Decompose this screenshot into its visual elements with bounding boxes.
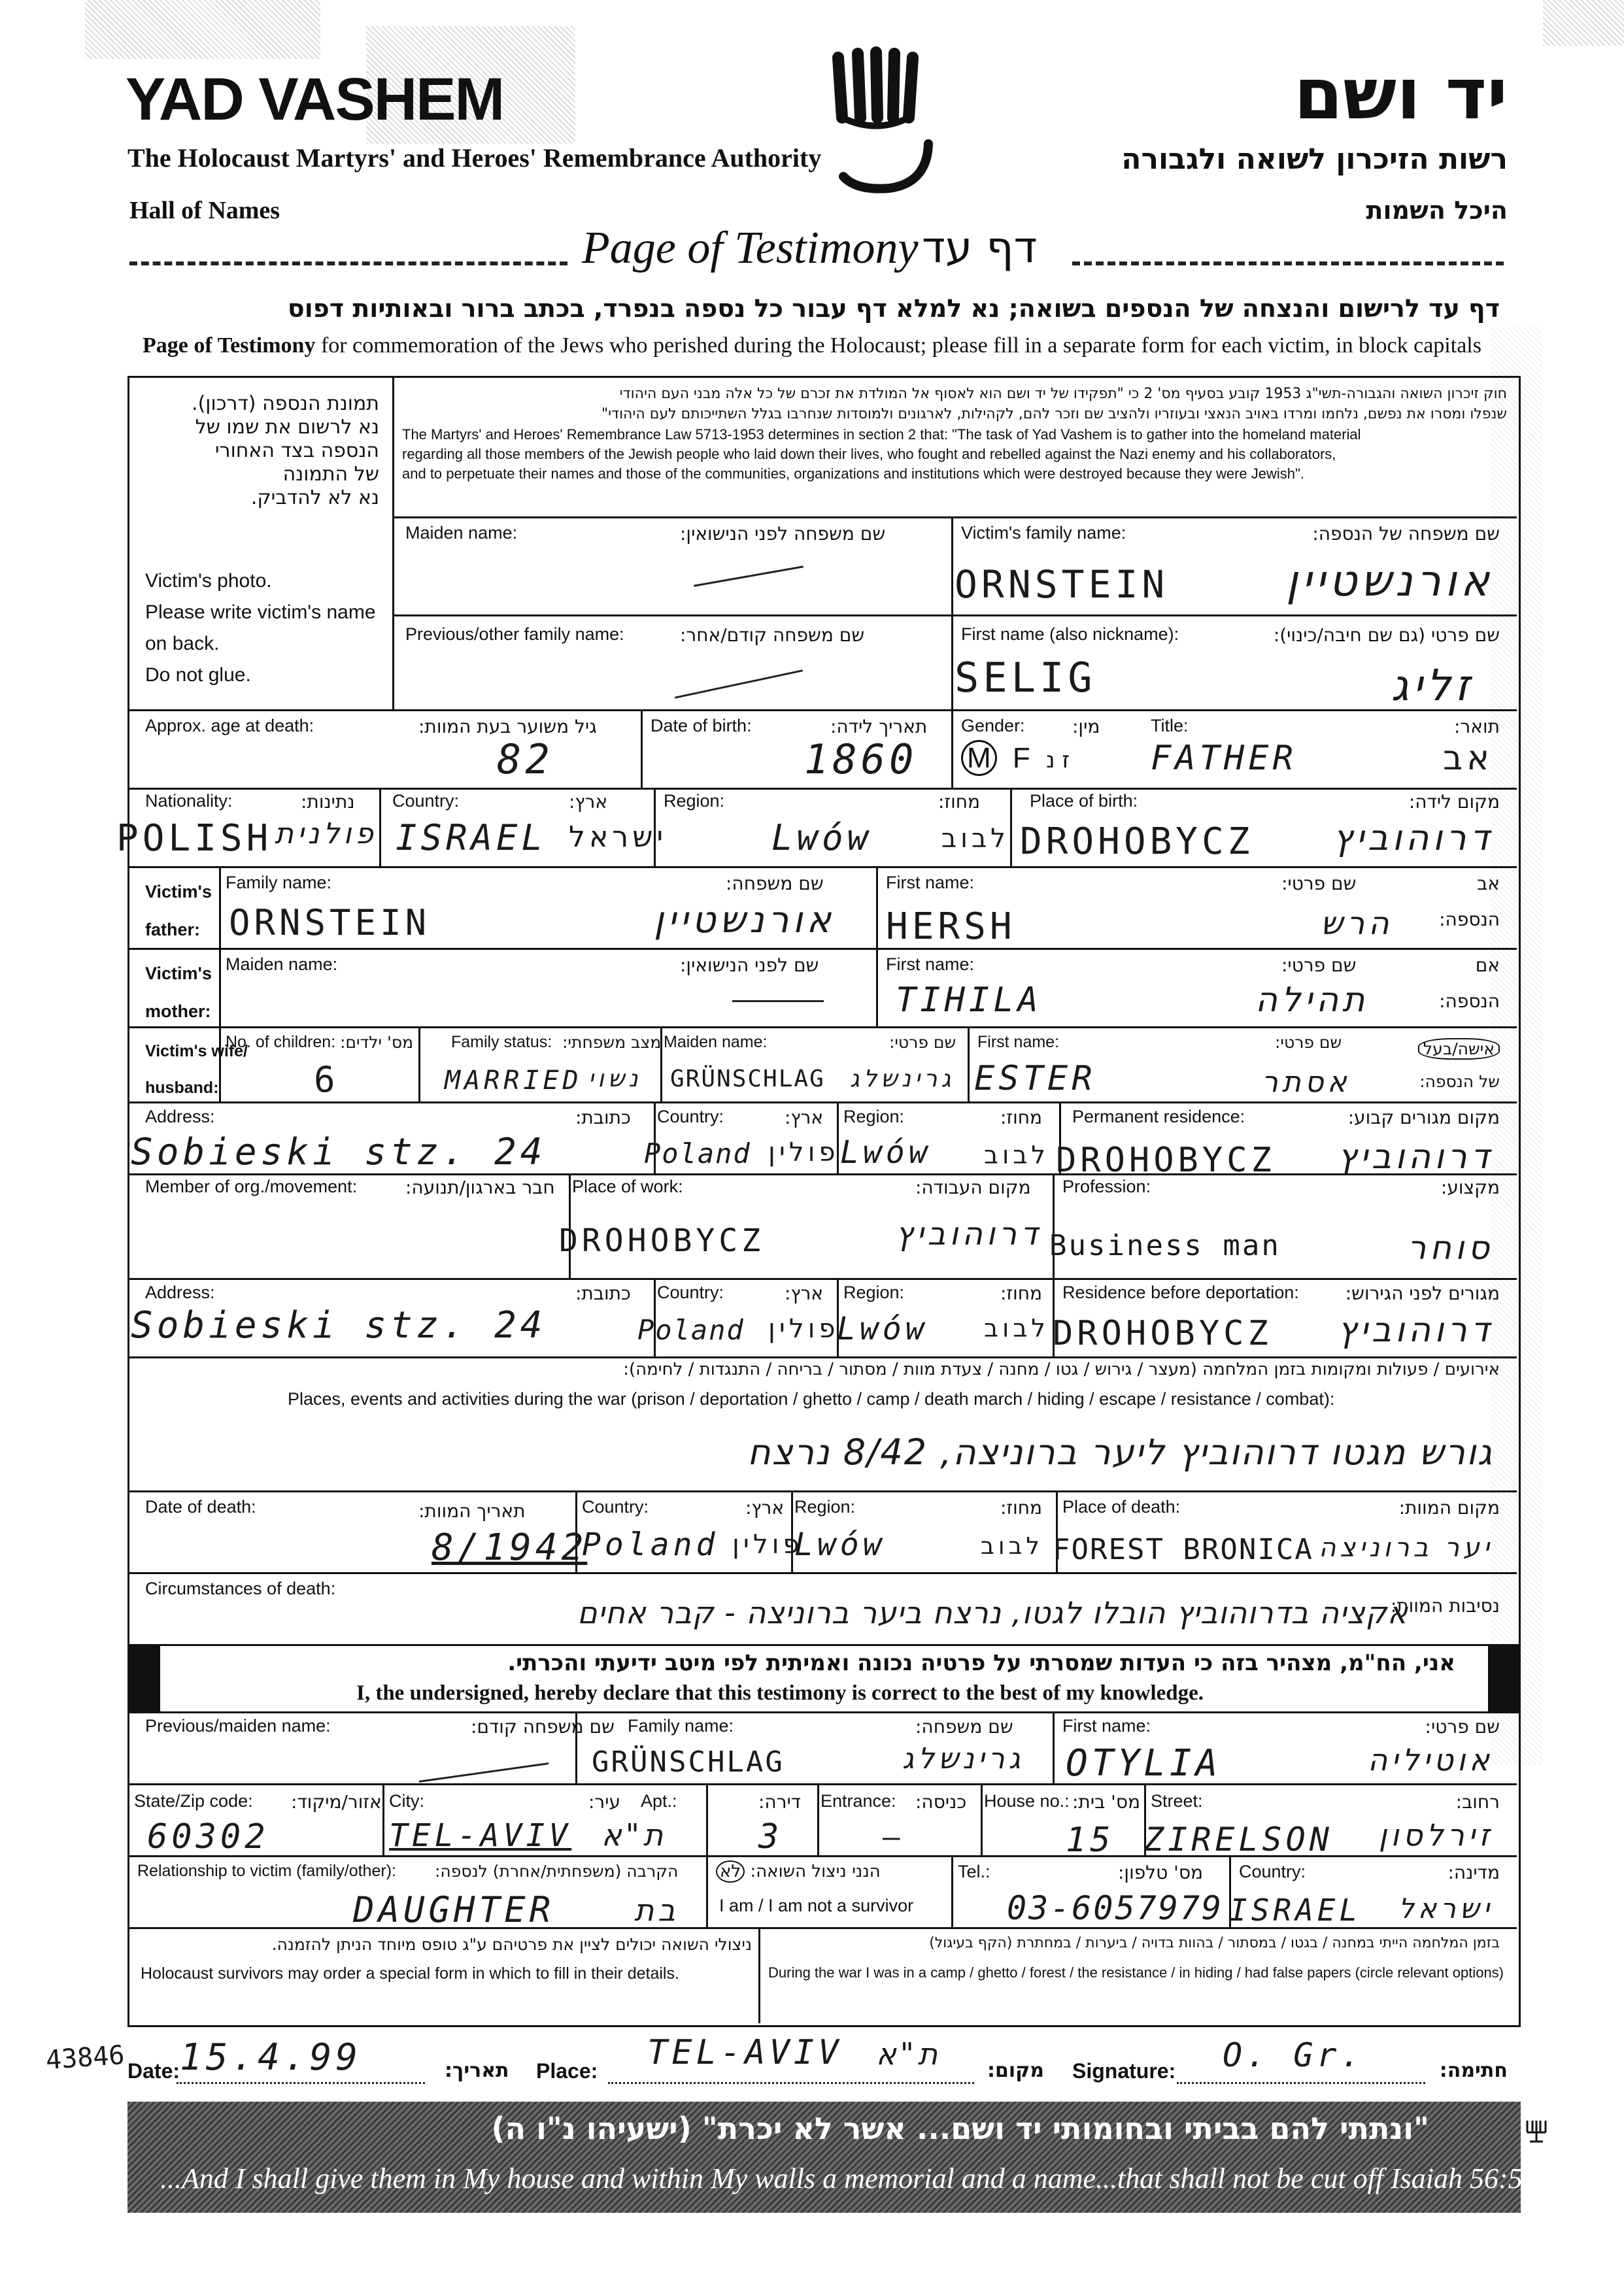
authority-he: רשות הזיכרון לשואה ולגבורה [1121, 143, 1508, 176]
relationship-label-he: הקרבה (משפחתית/אחרת) לנספה: [435, 1862, 679, 1881]
age-label: Approx. age at death: [145, 716, 314, 735]
profession-value[interactable]: Business man [1049, 1229, 1281, 1262]
first-name-nick-label-he: שם פרטי (גם שם חיבה/כינוי): [1273, 624, 1500, 646]
dod-region-label: Region: [794, 1497, 856, 1517]
father-first-value[interactable]: HERSH [886, 905, 1016, 948]
place-work-label: Place of work: [572, 1177, 683, 1196]
family-name-value-he[interactable]: אורנשטיין [1286, 556, 1493, 606]
addr-region-value-he[interactable]: לבוב [984, 1141, 1049, 1169]
mother-first-label-he: שם פרטי: [1281, 954, 1357, 976]
place-work-value-he[interactable]: דרוהוביץ [896, 1216, 1042, 1252]
page-title-he: דף עד [922, 222, 1038, 273]
footer-verse-en: ...And I shall give them in My house and within My walls a memorial and a name...that shall not be cut off Isaiah 56:5 [160, 2162, 1523, 2194]
declaration-he: אני, הח"מ, מצהיר בזה כי העדות שמסרתי על פרטיה נכונה ואמיתית לפי מיטב ידיעתי והכרתי. [507, 1650, 1455, 1676]
age-label-he: גיל משוער בעת המוות: [418, 716, 597, 737]
addr-region-label: Region: [843, 1107, 905, 1126]
mother-label: Victim's mother: [145, 964, 212, 1021]
addr2-region-value-he[interactable]: לבוב [984, 1314, 1049, 1343]
prev-maiden-label-he: שם משפחה קודם: [471, 1716, 615, 1738]
family-name-label-he: שם משפחה של הנספה: [1312, 523, 1500, 545]
title-value[interactable]: FATHER [1151, 739, 1297, 778]
pod-label: Place of death: [1062, 1497, 1181, 1517]
father-first-value-he[interactable]: הרש [1321, 905, 1393, 942]
zip-value[interactable]: 60302 [147, 1817, 269, 1857]
region-label: Region: [664, 791, 725, 811]
witness-first-label-he: שם פרטי: [1425, 1716, 1500, 1738]
date-value[interactable]: 15.4.99 [180, 2036, 362, 2079]
gender-label: Gender: [961, 716, 1025, 735]
hall-of-names-he: היכל השמות [1366, 196, 1508, 225]
pod-value-he[interactable]: יער ברוניצה [1319, 1533, 1493, 1563]
addr2-region-value[interactable]: Lwów [837, 1311, 928, 1347]
father-first-label: First name: [886, 873, 975, 892]
region-label-he: מחוז: [938, 791, 981, 813]
prev-maiden-label: Previous/maiden name: [145, 1716, 331, 1736]
perm-res-label-he: מקום מגורים קבוע: [1347, 1107, 1500, 1128]
margin-number: 43846 [44, 2040, 126, 2076]
perm-res-label: Permanent residence: [1072, 1107, 1245, 1126]
perm-res-value[interactable]: DROHOBYCZ [1056, 1141, 1276, 1180]
authority-en: The Holocaust Martyrs' and Heroes' Remembrance Authority [127, 143, 822, 173]
pob-value[interactable]: DROHOBYCZ [1020, 820, 1254, 863]
gender-options[interactable] [961, 742, 1070, 775]
relationship-value[interactable]: DAUGHTER [353, 1889, 555, 1930]
member-org-label: Member of org./movement: [145, 1177, 358, 1196]
family-status-value-he[interactable]: נשוי [588, 1066, 642, 1092]
mother-first-label: First name: [886, 954, 975, 974]
photo-instructions-en: Victim's photo. Please write victim's name on back. Do not glue. [145, 570, 376, 686]
perm-res-value-he[interactable]: דרוהוביץ [1338, 1137, 1493, 1177]
country2-value[interactable]: ISRAEL [1229, 1892, 1362, 1928]
pob-value-he[interactable]: דרוהוביץ [1332, 817, 1493, 858]
title-label-he: תואר: [1454, 716, 1500, 737]
profession-label-he: מקצוע: [1440, 1177, 1500, 1198]
res-before-value[interactable]: DROHOBYCZ [1053, 1314, 1272, 1353]
country2-value-he[interactable]: ישראל [1398, 1892, 1493, 1925]
place-value[interactable]: TEL-AVIV [647, 2033, 843, 2072]
instructions-en-text: for commemoration of the Jews who perished during the Holocaust; please fill in a separate form for each victim, in block capitals [320, 333, 1481, 358]
father-family-label: Family name: [226, 873, 332, 892]
special-form-en: Holocaust survivors may order a special form in which to fill in their details. [141, 1964, 679, 1983]
events-value[interactable]: גורש מגטו דרוהוביץ ליער ברוניצה, 8/42 נרצח [747, 1432, 1493, 1473]
city-label: City: [389, 1791, 424, 1811]
res-before-label: Residence before deportation: [1062, 1283, 1299, 1302]
dod-country-value-he[interactable]: פולין [732, 1530, 804, 1560]
dod-region-value[interactable]: Lwów [794, 1526, 886, 1563]
yad-vashem-logo-icon [830, 46, 935, 196]
spouse-maiden-value-he[interactable]: גרינשלג [850, 1066, 955, 1092]
address-value[interactable]: Sobieski stz. 24 [131, 1131, 547, 1173]
spouse-maiden-label: Maiden name: [664, 1033, 768, 1051]
age-value[interactable]: 82 [497, 735, 554, 783]
relationship-value-he[interactable]: בת [634, 1892, 679, 1928]
profession-value-he[interactable]: סוחר [1408, 1229, 1493, 1267]
title-value-he[interactable]: אב [1443, 739, 1493, 778]
city-value[interactable]: TEL-AVIV [389, 1817, 572, 1854]
circumstances-label-he: נסיבות המוות: [1390, 1595, 1500, 1617]
mother-he: אם [1475, 954, 1500, 976]
family-status-value[interactable]: MARRIED [445, 1066, 583, 1096]
mother-first-value[interactable]: TIHILA [896, 981, 1042, 1020]
apt-label: Apt.: [641, 1791, 677, 1811]
state-zip-label-he: אזור/מיקוד: [291, 1791, 382, 1813]
nationality-label-he: נתינות: [301, 791, 355, 813]
first-name-nick-label: First name (also nickname): [961, 624, 1179, 644]
address-label-he: כתובת: [575, 1107, 631, 1128]
spouse-maiden-label-he: שם פרטי: [889, 1033, 956, 1052]
place-work-value[interactable]: DROHOBYCZ [559, 1222, 765, 1259]
street-value[interactable]: ZIRELSON [1144, 1821, 1333, 1858]
prev-name-label-he: שם משפחה קודם/אחר: [680, 624, 865, 646]
events-label-he: אירועים / פעולות ומקומות בזמן המלחמה (מעצר / גירוש / גטו / מחנה / צעדת מוות / מסתור / בריחה / התנגדות / לחימה): [623, 1360, 1500, 1379]
tel-label: Tel.: [958, 1862, 990, 1881]
addr2-country-label-he: ארץ: [785, 1283, 824, 1304]
spouse-first-value-he[interactable]: אסתר [1262, 1066, 1351, 1099]
first-name-value[interactable]: SELIG [955, 654, 1096, 701]
mother-maiden-label-he: שם לפני הנישואין: [680, 954, 819, 976]
addr-country-label: Country: [657, 1107, 724, 1126]
nationality-label: Nationality: [145, 791, 233, 811]
dod-label: Date of death: [145, 1497, 256, 1517]
place-value-he[interactable]: ת"א [876, 2036, 942, 2072]
children-label-he: מס' ילדים: [340, 1033, 414, 1052]
profession-label: Profession: [1062, 1177, 1151, 1196]
family-name-value[interactable]: ORNSTEIN [955, 562, 1169, 607]
addr2-country-value-he[interactable]: פולין [768, 1314, 839, 1344]
instructions-he: דף עד לרישום והנצחה של הנספים בשואה; נא למלא דף עבור כל נספה בנפרד, בכתב ברור ובאותיות דפוס [287, 294, 1500, 323]
entrance-label: Entrance: [820, 1791, 896, 1811]
dod-label-he: תאריך המוות: [418, 1500, 526, 1522]
mother-maiden-dash[interactable] [732, 1000, 824, 1002]
footer-verse-he: "ונתתי להם בביתי ובחומותי יד ושם... אשר לא יכרת" (ישעיהו נ"ו ה) [491, 2111, 1429, 2146]
state-zip-label: State/Zip code: [134, 1791, 253, 1811]
country-label: Country: [392, 791, 460, 811]
date-label-he: תאריך: [445, 2059, 509, 2082]
gender-he[interactable]: ז נ [1046, 747, 1070, 773]
mother-maiden-label: Maiden name: [226, 954, 338, 974]
addr-region-value[interactable]: Lwów [840, 1134, 932, 1171]
spouse-label: Victim's wife/ husband: [145, 1042, 248, 1097]
declaration-en: I, the undersigned, hereby declare that this testimony is correct to the best of my knowledge. [356, 1681, 1204, 1705]
country2-label: Country: [1239, 1862, 1306, 1881]
street-label: Street: [1151, 1791, 1203, 1811]
house-no-label: House no.: [984, 1791, 1070, 1811]
family-status-label: Family status: [451, 1033, 552, 1051]
entrance-label-he: כניסה: [915, 1791, 967, 1813]
pod-label-he: מקום המוות: [1398, 1497, 1500, 1519]
addr2-region-label: Region: [843, 1283, 905, 1302]
gender-f[interactable]: F [1012, 742, 1030, 774]
addr2-region-label-he: מחוז: [1000, 1283, 1043, 1304]
witness-first-value-he[interactable]: אוטיליה [1368, 1742, 1493, 1777]
spouse-maiden-value[interactable]: GRÜNSCHLAG [670, 1066, 825, 1092]
dob-label: Date of birth: [651, 716, 752, 735]
place-label-he: מקום: [987, 2059, 1044, 2082]
dod-value[interactable]: 8/1942 [431, 1526, 588, 1569]
member-org-label-he: חבר בארגון/תנועה: [405, 1177, 555, 1198]
nationality-value[interactable]: POLISH [116, 817, 273, 860]
apt-value[interactable]: 3 [758, 1817, 783, 1857]
father-label: Victim's father: [145, 882, 212, 939]
title-label: Title: [1151, 716, 1189, 735]
instructions-en-bold: Page of Testimony [143, 333, 316, 358]
children-value[interactable]: 6 [314, 1059, 339, 1100]
father-victim-he: הנספה: [1439, 909, 1500, 930]
father-he: אב [1477, 873, 1500, 894]
survivor-not-circled[interactable]: לא [716, 1860, 745, 1883]
street-value-he[interactable]: זירלסון [1378, 1817, 1493, 1853]
first-name-value-he[interactable]: זליג [1391, 660, 1474, 711]
signature-label: Signature: [1072, 2059, 1176, 2083]
father-family-value-he[interactable]: אורנשטיין [654, 899, 836, 941]
address2-label-he: כתובת: [575, 1283, 631, 1304]
hall-of-names-en: Hall of Names [129, 197, 280, 224]
address2-value[interactable]: Sobieski stz. 24 [131, 1304, 547, 1347]
addr-country-label-he: ארץ: [785, 1107, 824, 1128]
res-before-label-he: מגורים לפני הגירוש: [1345, 1283, 1500, 1304]
city-label-he: עיר: [588, 1791, 621, 1813]
circumstances-label: Circumstances of death: [145, 1579, 336, 1598]
pod-value[interactable]: FOREST BRONICA [1053, 1533, 1313, 1566]
addr-region-label-he: מחוז: [1000, 1107, 1043, 1128]
menorah-icon [1523, 2118, 1549, 2144]
circumstances-value[interactable]: אקציה בדרוהוביץ הובלו לגטו, נרצח ביער ברוניצה - קבר אחים [577, 1595, 1408, 1630]
gender-m-circled[interactable]: M [961, 740, 997, 776]
instructions-en [143, 333, 1481, 358]
dob-label-he: תאריך לידה: [830, 716, 928, 737]
apt-label-he: דירה: [758, 1791, 802, 1813]
gender-label-he: מין: [1072, 716, 1100, 737]
country-value-he[interactable]: ישראל [569, 820, 668, 854]
tel-label-he: מס' טלפון: [1118, 1862, 1204, 1883]
spouse-first-label: First name: [977, 1033, 1060, 1051]
survivor-label-he: הנני ניצול השואה: לא [716, 1862, 881, 1881]
org-name-he: יד ושם [1293, 54, 1508, 135]
witness-first-label: First name: [1062, 1716, 1151, 1736]
place-work-label-he: מקום העבודה: [915, 1177, 1031, 1198]
children-label: No. of children: [226, 1033, 336, 1051]
addr2-country-label: Country: [657, 1283, 724, 1302]
pob-label: Place of birth: [1030, 791, 1138, 811]
entrance-value[interactable]: — [883, 1821, 904, 1854]
addr2-country-value[interactable]: Poland [637, 1314, 745, 1346]
family-status-label-he: מצב משפחתי: [562, 1033, 662, 1052]
camp-options-he: בזמן המלחמה הייתי במחנה / בגטו / במסתור / בהוות בדויה / ביערות / במחתרת (הקף בעיגול) [929, 1935, 1500, 1951]
country-value[interactable]: ISRAEL [396, 817, 547, 858]
pob-label-he: מקום לידה: [1408, 791, 1500, 813]
special-form-he: ניצולי השואה יכולים לציין את פרטיהם ע"ג טופס מיוחד הניתן להזמנה. [271, 1935, 752, 1954]
region-value-he[interactable]: לבוב [941, 824, 1009, 854]
house-no-label-he: מס' בית: [1072, 1791, 1141, 1813]
footer-banner [127, 2102, 1521, 2213]
witness-family-value[interactable]: GRÜNSCHLAG [592, 1745, 785, 1779]
address-label: Address: [145, 1107, 215, 1126]
signature-label-he: חתימה: [1439, 2059, 1508, 2082]
house-no-value[interactable]: 15 [1066, 1821, 1115, 1860]
region-value[interactable]: Lwów [771, 817, 873, 858]
maiden-name-label-he: שם משפחה לפני הנישואין: [680, 523, 886, 545]
nationality-value-he[interactable]: פולנית [275, 817, 377, 850]
father-first-label-he: שם פרטי: [1281, 873, 1357, 894]
mother-first-value-he[interactable]: תהילה [1255, 981, 1369, 1020]
prev-name-label: Previous/other family name: [405, 624, 624, 644]
father-family-value[interactable]: ORNSTEIN [229, 902, 431, 943]
father-family-label-he: שם משפחה: [726, 873, 824, 894]
country2-label-he: מדינה: [1447, 1862, 1500, 1883]
place-label: Place: [536, 2059, 598, 2083]
addr-country-value[interactable]: Poland [644, 1137, 751, 1169]
dod-region-value-he[interactable]: לבוב [981, 1533, 1043, 1560]
law-text: חוק זיכרון השואה והגבורה-תשי"ג 1953 קובע בסעיף מס' 2 כי "תפקידו של יד ושם הוא לאסוף אל המולדת את זכרם של כל אלה מבני העם היהודי שנפלו ומסרו את נפשם, נלחמו ומרדו באויב הנאצי ובעוזריו ולהציב שם וזכר להם, לקהילות, לארגונים ולמוסדות שנחרבו בגלל השתייכותם לעם היהודי" The Martyrs' and Heroes' Remembrance Law 5713-1953 determines in section 2 that: "The task of Yad Vashem is to gather into the homeland material regarding all those members of the Jewish people who laid down their lives, who fought and rebelled against the Nazi enemy and his collaborators, and to perpetuate their names and those of the communities, organizations and institutions which were destroyed because they were Jewish". [402, 386, 1507, 482]
page-title-en: Page of Testimony [582, 223, 919, 273]
dod-country-value[interactable]: Poland [582, 1526, 719, 1563]
addr-country-value-he[interactable]: פולין [768, 1137, 839, 1168]
spouse-he-label: אישה/בעל של הנספה: [1418, 1033, 1500, 1098]
date-label: Date: [127, 2059, 180, 2083]
events-label-en: Places, events and activities during the war (prison / deportation / ghetto / camp / death march / hiding / escape / resistance / combat): [288, 1389, 1335, 1409]
street-label-he: רחוב: [1455, 1791, 1500, 1813]
tel-value[interactable]: 03-6057979 [1007, 1889, 1224, 1927]
maiden-name-label: Maiden name: [405, 523, 518, 543]
witness-family-label-he: שם משפחה: [915, 1716, 1013, 1738]
dod-country-label: Country: [582, 1497, 649, 1517]
declaration-band [127, 1644, 1521, 1713]
dod-region-label-he: מחוז: [1000, 1497, 1043, 1519]
org-name-en: YAD VASHEM [126, 66, 504, 133]
dod-country-label-he: ארץ: [745, 1497, 785, 1519]
survivor-label-en[interactable]: I am / I am not a survivor [719, 1896, 914, 1915]
address2-label: Address: [145, 1283, 215, 1302]
dob-value[interactable]: 1860 [804, 735, 918, 783]
country-label-he: ארץ: [569, 791, 608, 813]
photo-instructions-he: תמונת הנספה (דרכון). נא לרשום את שמו של הנספה בצד האחורי של התמונה נא לא להדביק. [192, 392, 379, 509]
relationship-label: Relationship to victim (family/other): [137, 1862, 396, 1880]
witness-first-value[interactable]: OTYLIA [1066, 1742, 1222, 1785]
witness-family-label: Family name: [628, 1716, 734, 1736]
family-name-label: Victim's family name: [961, 523, 1126, 543]
mother-victim-he: הנספה: [1439, 990, 1500, 1012]
city-value-he[interactable]: ת"א [601, 1817, 668, 1853]
spouse-first-label-he: שם פרטי: [1275, 1033, 1342, 1052]
witness-family-value-he[interactable]: גרינשלג [902, 1742, 1024, 1775]
camp-options-en: During the war I was in a camp / ghetto / forest / the resistance / in hiding / had false papers (circle relevant options) [768, 1964, 1504, 1981]
signature-value[interactable]: O. Gr. [1223, 2036, 1364, 2074]
spouse-first-value[interactable]: ESTER [974, 1059, 1096, 1098]
res-before-value-he[interactable]: דרוהוביץ [1338, 1311, 1493, 1350]
